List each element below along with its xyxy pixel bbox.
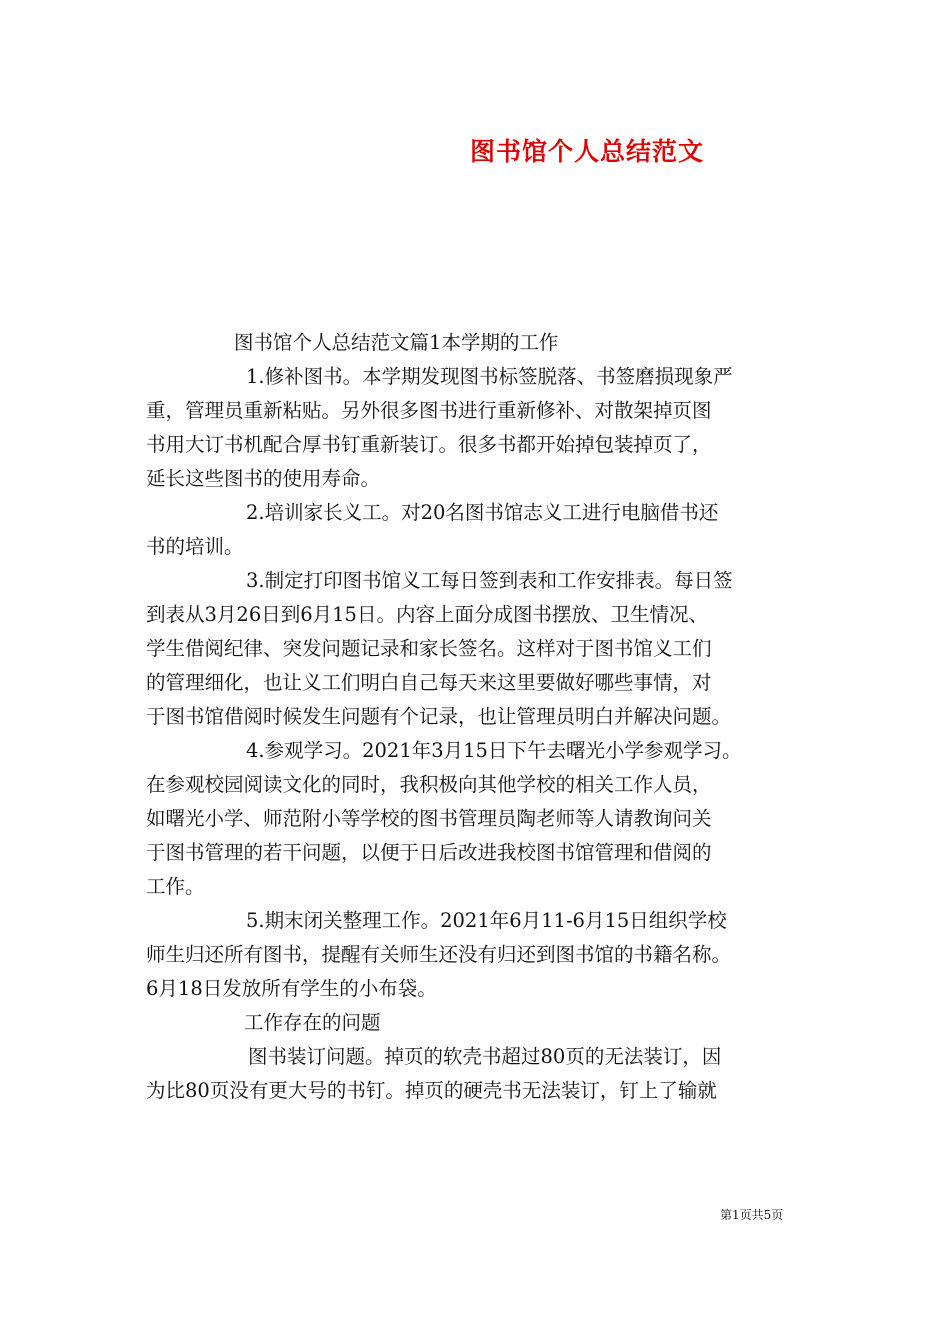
paragraph-line: 图书装订问题。掉页的软壳书超过80页的无法装订，因 bbox=[248, 1045, 722, 1068]
paragraph-line: 于图书馆借阅时候发生问题有个记录，也让管理员明白并解决问题。 bbox=[146, 705, 732, 728]
paragraph-line: 如曙光小学、师范附小等学校的图书管理员陶老师等人请教询问关 bbox=[146, 807, 712, 830]
paragraph-line: 为比80页没有更大号的书钉。掉页的硬壳书无法装订，钉上了输就 bbox=[146, 1079, 717, 1102]
paragraph-line: 1.修补图书。本学期发现图书标签脱落、书签磨损现象严 bbox=[246, 365, 733, 388]
paragraph-line: 4.参观学习。2021年3月15日下午去曙光小学参观学习。 bbox=[246, 739, 742, 762]
paragraph-line: 5.期末闭关整理工作。2021年6月11-6月15日组织学校 bbox=[246, 909, 727, 932]
paragraph-line: 延长这些图书的使用寿命。 bbox=[146, 467, 381, 490]
paragraph-line: 到表从3月26日到6月15日。内容上面分成图书摆放、卫生情况、 bbox=[146, 603, 708, 626]
paragraph-line: 3.制定打印图书馆义工每日签到表和工作安排表。每日签 bbox=[246, 569, 733, 592]
paragraph-line: 在参观校园阅读文化的同时，我积极向其他学校的相关工作人员， bbox=[146, 773, 712, 796]
paragraph-line: 学生借阅纪律、突发问题记录和家长签名。这样对于图书馆义工们 bbox=[146, 637, 712, 660]
paragraph-line: 于图书管理的若干问题，以便于日后改进我校图书馆管理和借阅的 bbox=[146, 841, 712, 864]
document-body bbox=[146, 326, 828, 1108]
section-heading: 图书馆个人总结范文篇1本学期的工作 bbox=[234, 331, 559, 354]
paragraph-line: 2.培训家长义工。对20名图书馆志义工进行电脑借书还 bbox=[246, 501, 719, 524]
page-title: 图书馆个人总结范文 bbox=[470, 137, 705, 166]
paragraph-line: 师生归还所有图书，提醒有关师生还没有归还到图书馆的书籍名称。 bbox=[146, 943, 732, 966]
page-footer: 第1页共5页 bbox=[720, 1208, 784, 1222]
paragraph-line: 工作。 bbox=[146, 875, 205, 898]
paragraph-line: 6月18日发放所有学生的小布袋。 bbox=[146, 977, 437, 1000]
paragraph-line: 的管理细化，也让义工们明白自己每天来这里要做好哪些事情，对 bbox=[146, 671, 712, 694]
paragraph-line: 书的培训。 bbox=[146, 535, 244, 558]
paragraph-line: 书用大订书机配合厚书钉重新装订。很多书都开始掉包装掉页了， bbox=[146, 433, 712, 456]
section-heading: 工作存在的问题 bbox=[244, 1011, 381, 1034]
paragraph-line: 重，管理员重新粘贴。另外很多图书进行重新修补、对散架掉页图 bbox=[146, 399, 712, 422]
